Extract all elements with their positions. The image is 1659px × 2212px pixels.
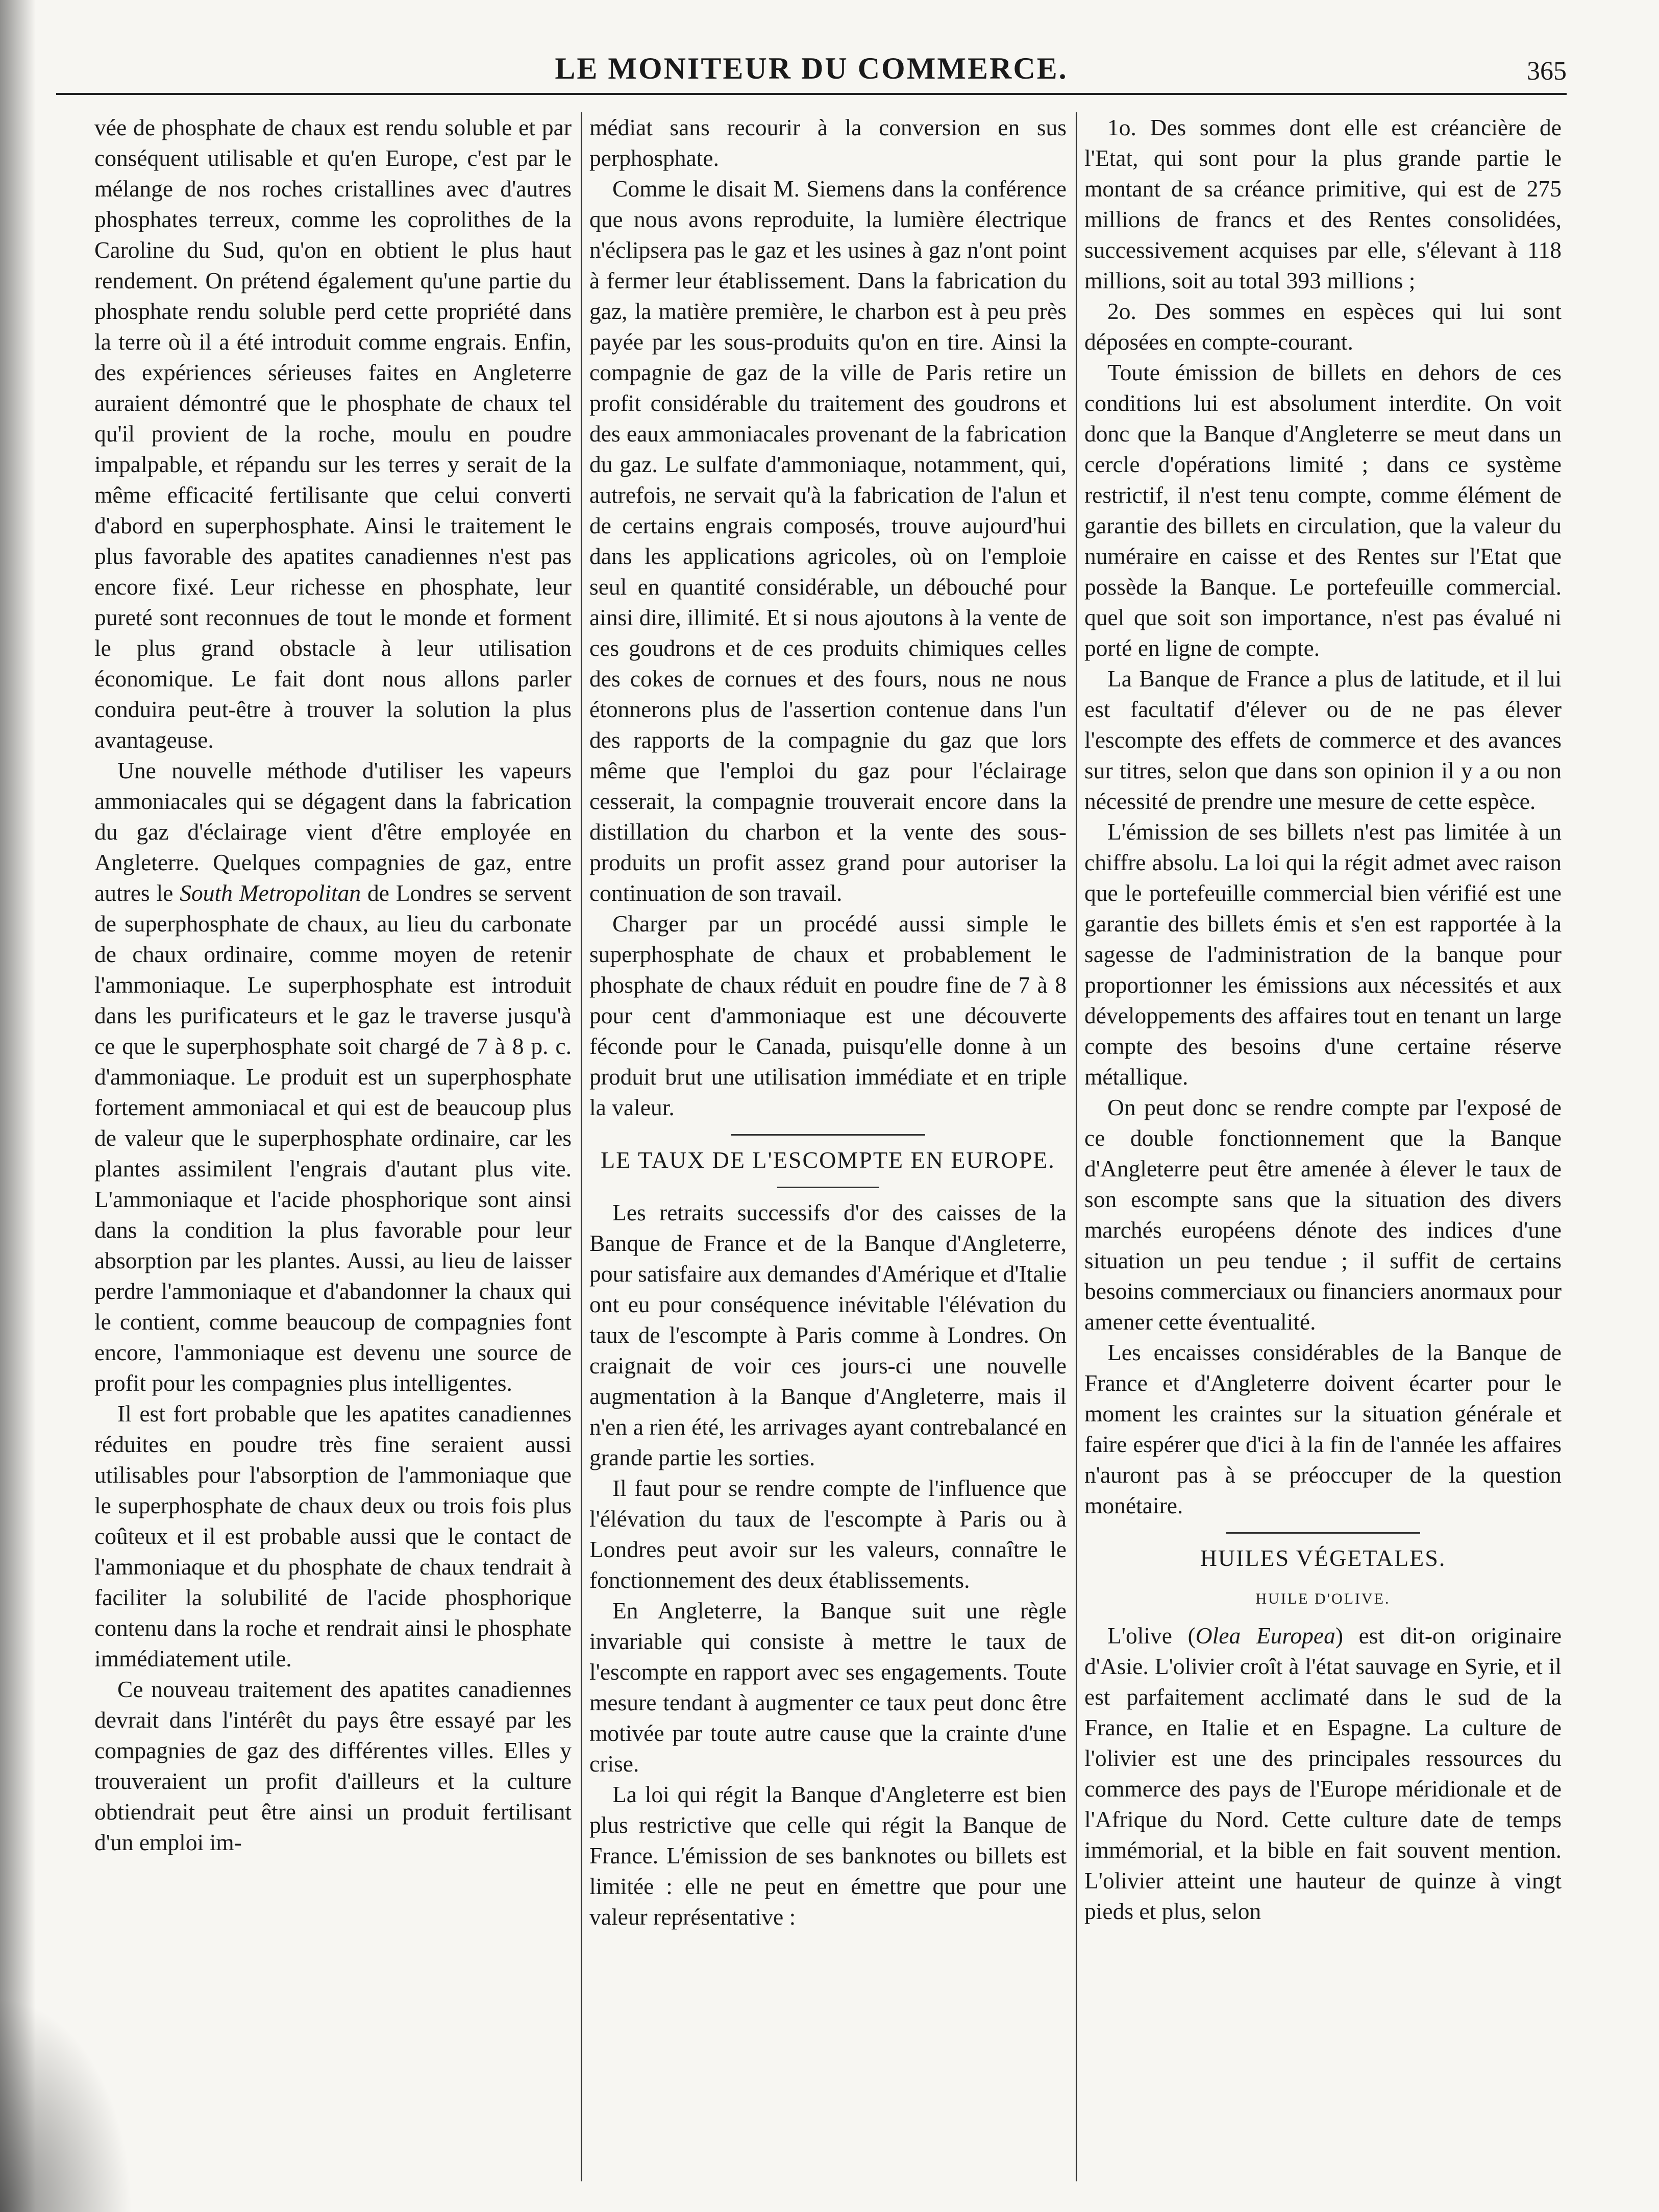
column-divider bbox=[581, 112, 582, 2181]
section-title-huiles: HUILES VÉGETALES. bbox=[1200, 1545, 1446, 1571]
page-header bbox=[56, 36, 1567, 97]
paragraph: Ce nouveau traitement des apatites canadiennes devrait dans l'intérêt du pays être essayé par les compagnies de gaz des différentes villes. Elles y trouveraient un profit d'ailleurs et la culture obtiendrait peut être ainsi un produit fertilisant d'un emploi im- bbox=[94, 1676, 572, 1855]
section-subtitle: HUILE D'OLIVE. bbox=[1255, 1590, 1391, 1607]
paragraph: Les retraits successifs d'or des caisses de la Banque de France et de la Banque d'Angleterre, pour satisfaire aux demandes d'Amérique et d'Italie ont eu pour conséquence inévitable l'élévation du taux de l'escompte à Paris comme à Londres. On craignait de voir ces jours-ci une nouvelle augmentation à la Banque d'Angleterre, mais il n'en a rien été, les arrivages ayant contrebalancé en grande partie les sorties. bbox=[589, 1199, 1067, 1470]
page-number: 365 bbox=[1527, 57, 1567, 86]
column-1 bbox=[94, 112, 572, 2181]
section-divider bbox=[777, 1187, 879, 1188]
scan-edge-shadow bbox=[0, 0, 36, 2212]
paragraph: vée de phosphate de chaux est rendu soluble et par conséquent utilisable et qu'en Europe, c'est par le mélange de nos roches cristallines avec d'autres phosphates terreux, comme les coprolithes de la Caroline du Sud, qu'on en obtient le plus haut rendement. On prétend également qu'une partie du phosphate rendu soluble perd cette propriété dans la terre où il a été introduit comme engrais. Enfin, des expériences sérieuses faites en Angleterre auraient démontré que le phosphate de chaux tel qu'il provient de la roche, moulu en poudre impalpable, et répandu sur les terres y serait de la même efficacité fertilisante que celui converti d'abord en superphosphate. Ainsi le traitement le plus favorable des apatites canadiennes n'est pas encore fixé. Leur richesse en phosphate, leur pureté sont reconnues de tout le monde et forment le plus grand obstacle à leur utilisation économique. Le fait dont nous allons parler conduira peut-être à trouver la solution la plus avantageuse. bbox=[94, 114, 572, 753]
paragraph: On peut donc se rendre compte par l'exposé de ce double fonctionnement que la Banque d'Angleterre peut être amenée à élever le taux de son escompte sans que la situation des divers marchés européens dénote des indices d'une situation un peu tendue ; il suffit de certains besoins commerciaux ou financiers anormaux pour amener cette éventualité. bbox=[1084, 1094, 1562, 1335]
paragraph: La Banque de France a plus de latitude, et il lui est facultatif d'élever ou de ne pas élever l'escompte des effets de commerce et des avances sur titres, selon que dans son opinion il y a ou non nécessité de prendre une mesure de cette espèce. bbox=[1084, 666, 1562, 814]
column-3 bbox=[1084, 112, 1562, 2181]
paragraph: 2o. Des sommes en espèces qui lui sont déposées en compte-courant. bbox=[1084, 298, 1562, 355]
section-divider bbox=[1226, 1532, 1420, 1534]
paragraph: Il faut pour se rendre compte de l'influence que l'élévation du taux de l'escompte à Paris ou à Londres peut avoir sur les valeurs, connaître le fonctionnement des deux établissements. bbox=[589, 1475, 1067, 1593]
paragraph: Il est fort probable que les apatites canadiennes réduites en poudre très fine seraient aussi utilisables pour l'absorption de l'ammoniaque que le superphosphate de chaux deux ou trois fois plus coûteux et il est probable aussi que le contact de l'ammoniaque et du phosphate de chaux tendrait à faciliter la solubilité de l'acide phosphorique contenu dans la roche et rendrait ainsi le phosphate immédiatement utile. bbox=[94, 1400, 572, 1672]
paragraph: médiat sans recourir à la conversion en sus perphosphate. bbox=[589, 114, 1067, 171]
section-divider bbox=[731, 1134, 925, 1136]
paragraph: En Angleterre, la Banque suit une règle invariable qui consiste à mettre le taux de l'escompte en rapport avec ses engagements. Toute mesure tendant à augmenter ce taux peut donc être motivée par toute autre cause que la crainte d'une crise. bbox=[589, 1597, 1067, 1777]
paragraph: La loi qui régit la Banque d'Angleterre est bien plus restrictive que celle qui régit la Banque de France. L'émission de ses banknotes ou billets est limitée : elle ne peut en émettre que pour une valeur représentative : bbox=[589, 1781, 1067, 1930]
publication-title: LE MONITEUR DU COMMERCE. bbox=[555, 52, 1068, 85]
column-2 bbox=[589, 112, 1067, 2181]
paragraph: 1o. Des sommes dont elle est créancière de l'Etat, qui sont pour la plus grande partie le montant de sa créance primitive, qui est de 275 millions de francs et des Rentes consolidées, successivement acquises par elle, s'élevant à 118 millions, soit au total 393 millions ; bbox=[1084, 114, 1562, 293]
paragraph: Une nouvelle méthode d'utiliser les vapeurs ammoniacales qui se dégagent dans la fabrication du gaz d'éclairage vient d'être employée en Angleterre. Quelques compagnies de gaz, entre autres le South Metropolitan de Londres se servent de superphosphate de chaux, au lieu du carbonate de chaux ordinaire, comme moyen de retenir l'ammoniaque. Le superphosphate est introduit dans les purificateurs et le gaz le traverse jusqu'à ce que le superphosphate soit chargé de 7 à 8 p. c. d'ammoniaque. Le produit est un superphosphate fortement ammoniacal et qui est de beaucoup plus de valeur que le superphosphate ordinaire, car les plantes assimilent l'engrais d'autant plus vite. L'ammoniaque et l'acide phosphorique sont ainsi dans la condition la plus favorable pour leur absorption par les plantes. Aussi, au lieu de laisser perdre l'ammoniaque et d'abandonner la chaux qui le contient, comme beaucoup de compagnies font encore, l'ammoniaque est devenu une source de profit pour les compagnies plus intelligentes. bbox=[94, 757, 572, 1396]
paragraph: Comme le disait M. Siemens dans la conférence que nous avons reproduite, la lumière électrique n'éclipsera pas le gaz et les usines à gaz n'ont point à fermer leur établissement. Dans la fabrication du gaz, la matière première, le charbon est à peu près payée par les sous-produits qu'on en tire. Ainsi la compagnie de gaz de la ville de Paris retire un profit considérable du traitement des goudrons et des eaux ammoniacales provenant de la fabrication du gaz. Le sulfate d'ammoniaque, notamment, qui, autrefois, ne servait qu'à la fabrication de l'alun et de certains engrais composés, trouve aujourd'hui dans les applications agricoles, où on l'emploie seul en quantité considérable, un débouché pour ainsi dire, illimité. Et si nous ajoutons à la vente de ces goudrons et de ces produits chimiques celles des cokes de cornues et des fours, nous ne nous étonnerons plus de l'assertion contenue dans l'un des rapports de la compagnie du gaz que lors même que l'emploi du gaz pour l'éclairage cesserait, la compagnie trouverait encore dans la distillation du charbon et la vente des sous-produits un profit assez grand pour autoriser la continuation de son travail. bbox=[589, 176, 1067, 906]
column-divider bbox=[1076, 112, 1077, 2181]
header-rule bbox=[56, 93, 1567, 95]
paragraph: L'olive (Olea Europea) est dit-on originaire d'Asie. L'olivier croît à l'état sauvage en Syrie, et il est parfaitement acclimaté dans le sud de la France, en Italie et en Espagne. La culture de l'olivier est une des principales ressources du commerce des pays de l'Europe méridionale et de l'Afrique du Nord. Cette culture date de temps immémorial, et la bible en fait souvent mention. L'olivier atteint une hauteur de quinze à vingt pieds et plus, selon bbox=[1084, 1623, 1562, 1924]
paragraph: Charger par un procédé aussi simple le superphosphate de chaux et probablement le phosphate de chaux réduit en poudre fine de 7 à 8 pour cent d'ammoniaque est une découverte féconde pour le Canada, puisqu'elle donne à un produit brut une utilisation immédiate et en triple la valeur. bbox=[589, 911, 1067, 1120]
paragraph: L'émission de ses billets n'est pas limitée à un chiffre absolu. La loi qui la régit admet avec raison que le portefeuille commercial bien vérifié est une garantie des billets émis et s'en est rapportée à la sagesse de l'administration de la banque pour proportionner les émissions aux nécessités et aux développements des affaires tout en tenant un large compte des besoins d'une certaine réserve métallique. bbox=[1084, 819, 1562, 1090]
paragraph: Les encaisses considérables de la Banque de France et d'Angleterre doivent écarter pour le moment les craintes sur la situation générale et faire espérer que d'ici à la fin de l'année les affaires n'auront pas à se préoccuper de la question monétaire. bbox=[1084, 1339, 1562, 1518]
section-title-escompte: LE TAUX DE L'ESCOMPTE EN EUROPE. bbox=[601, 1147, 1055, 1173]
paragraph: Toute émission de billets en dehors de ces conditions lui est absolument interdite. On voit donc que la Banque d'Angleterre se meut dans un cercle d'opérations limité ; dans ce système restrictif, il n'est tenu compte, comme élément de garantie des billets en circulation, que la valeur du numéraire en caisse et des Rentes sur l'Etat que possède la Banque. Le portefeuille commercial. quel que soit son importance, n'est pas évalué ni porté en ligne de compte. bbox=[1084, 359, 1562, 661]
